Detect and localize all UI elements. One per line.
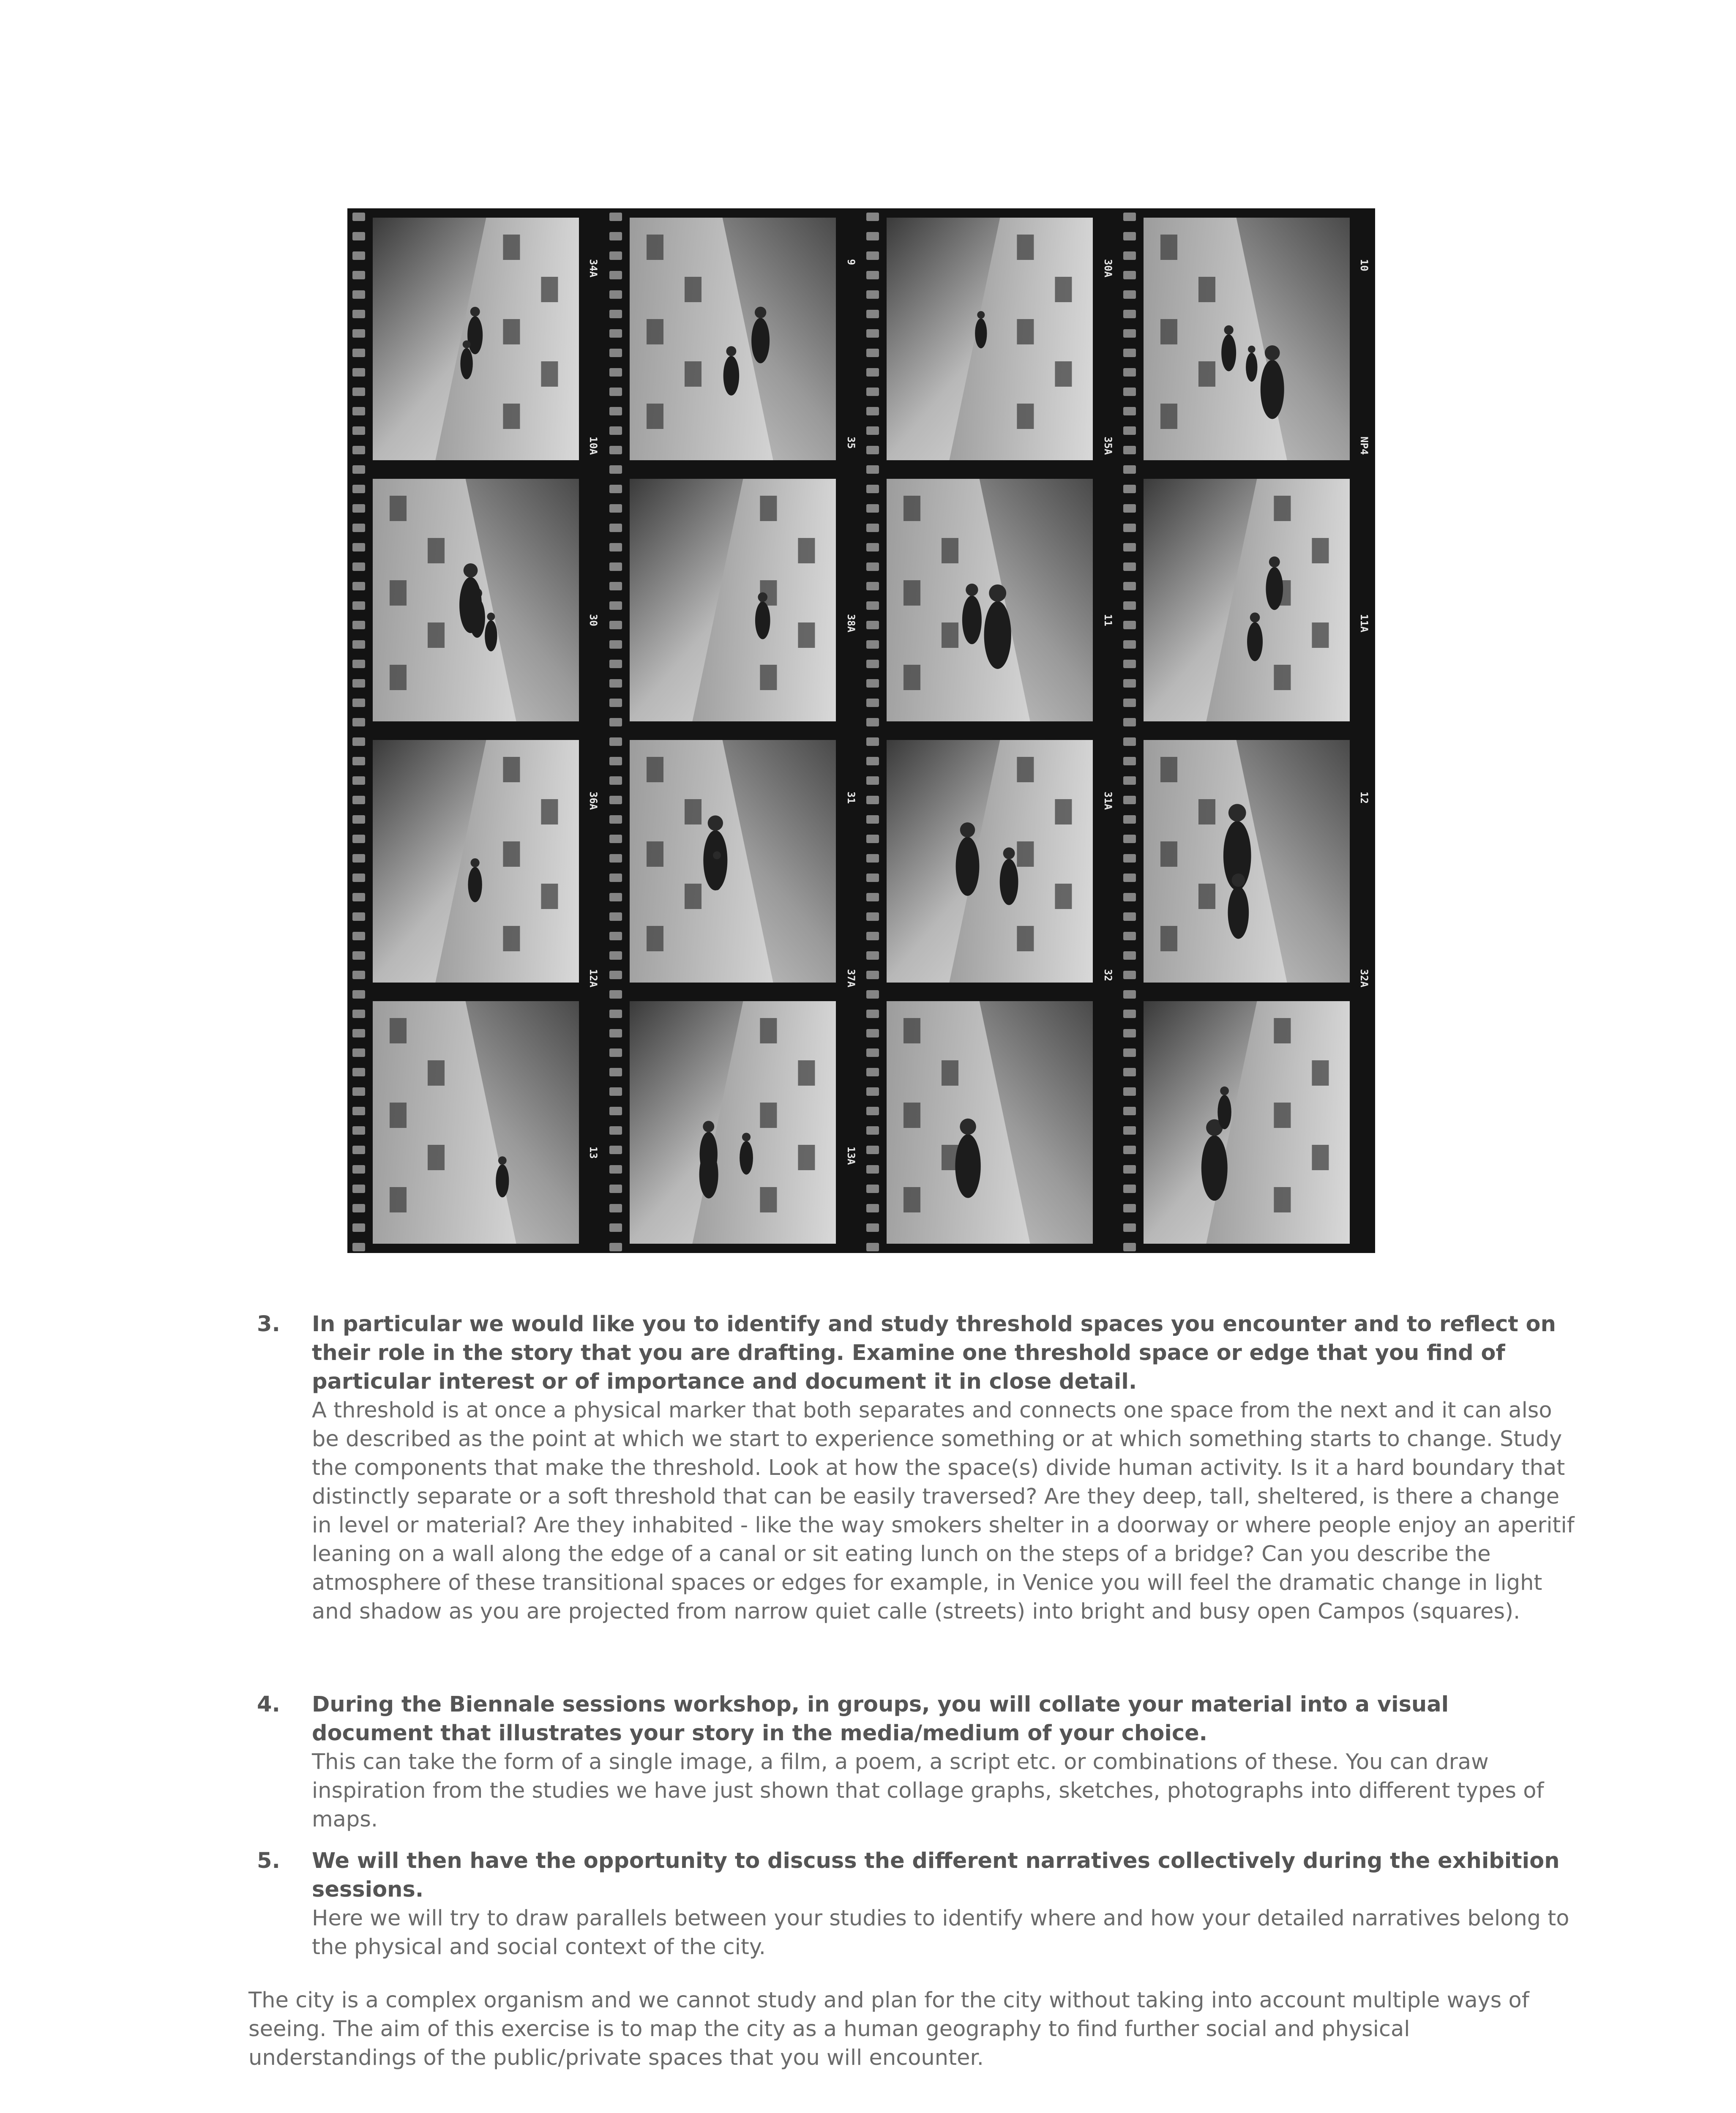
- film-edge-code: 38A: [845, 614, 857, 633]
- film-edge-code: 13A: [845, 1147, 857, 1165]
- item-body: Here we will try to draw parallels between your studies to identify where and how your detailed narratives belong to the physical and social context of the city.: [312, 1906, 1569, 1960]
- item-number: 4.: [257, 1692, 280, 1717]
- film-edge-code: 32: [1102, 969, 1114, 981]
- item-number: 5.: [257, 1848, 280, 1873]
- film-edge-code: 13: [587, 1147, 599, 1159]
- film-edge-code: 10: [1358, 259, 1370, 271]
- item-body: A threshold is at once a physical marker that both separates and connects one space from the next and it can also be described as the point at which we start to experience something or at which something starts to change. Study the components that make the threshold. Look at how the space(s) divide human activity. Is it a hard boundary that distinctly separate or a soft threshold that can be easily traversed? Are they deep, tall, sheltered, is there a change in level or material? Are they inhabited - like the way smokers shelter in a doorway or where people enjoy an aperitif leaning on a wall along the edge of a canal or sit eating lunch on the steps of a bridge? Can you describe the atmosphere of these transitional spaces or edges for example, in Venice you will feel the dramatic change in light and shadow as you are projected from narrow quiet calle (streets) into bright and busy open Campos (squares).: [312, 1398, 1575, 1624]
- film-edge-code: 11A: [1358, 614, 1370, 633]
- film-edge-code: 37A: [845, 969, 857, 988]
- film-edge-code: 9: [845, 259, 857, 265]
- film-edge-code: NP4: [1358, 437, 1370, 455]
- film-edge-code: 35: [845, 437, 857, 449]
- closing-paragraph: The city is a complex organism and we cannot study and plan for the city without taking into account multiple ways of seeing. The aim of this exercise is to map the city as a human geography to find further social and physical understandings of the public/private spaces that you will encounter.: [248, 1988, 1529, 2070]
- film-edge-code: 12: [1358, 792, 1370, 804]
- item-body: This can take the form of a single image, a film, a poem, a script etc. or combinations of these. You can draw inspiration from the studies we have just shown that collage graphs, sketches, photographs into different types of maps.: [312, 1750, 1544, 1832]
- film-edge-code: 32A: [1358, 969, 1370, 988]
- film-edge-code: 10A: [587, 437, 599, 455]
- item-lead: In particular we would like you to identify and study threshold spaces you encounter and to reflect on their role in the story that you are drafting. Examine one threshold space or edge that you find of particular interest or of importance and document it in close detail.: [312, 1312, 1556, 1394]
- film-edge-code: 35A: [1102, 437, 1114, 455]
- film-edge-code: 30: [587, 614, 599, 626]
- film-edge-code: 34A: [587, 259, 599, 278]
- film-edge-code: 36A: [587, 792, 599, 810]
- film-edge-code: 11: [1102, 614, 1114, 626]
- item-number: 3.: [257, 1312, 280, 1337]
- film-edge-code: 12A: [587, 969, 599, 988]
- item-lead: We will then have the opportunity to discuss the different narratives collectively during the exhibition sessions.: [312, 1848, 1560, 1902]
- item-lead: During the Biennale sessions workshop, in groups, you will collate your material into a visual document that illustrates your story in the media/medium of your choice.: [312, 1692, 1449, 1746]
- film-edge-code: 30A: [1102, 259, 1114, 278]
- film-edge-code: 31: [845, 792, 857, 804]
- film-edge-code: 31A: [1102, 792, 1114, 810]
